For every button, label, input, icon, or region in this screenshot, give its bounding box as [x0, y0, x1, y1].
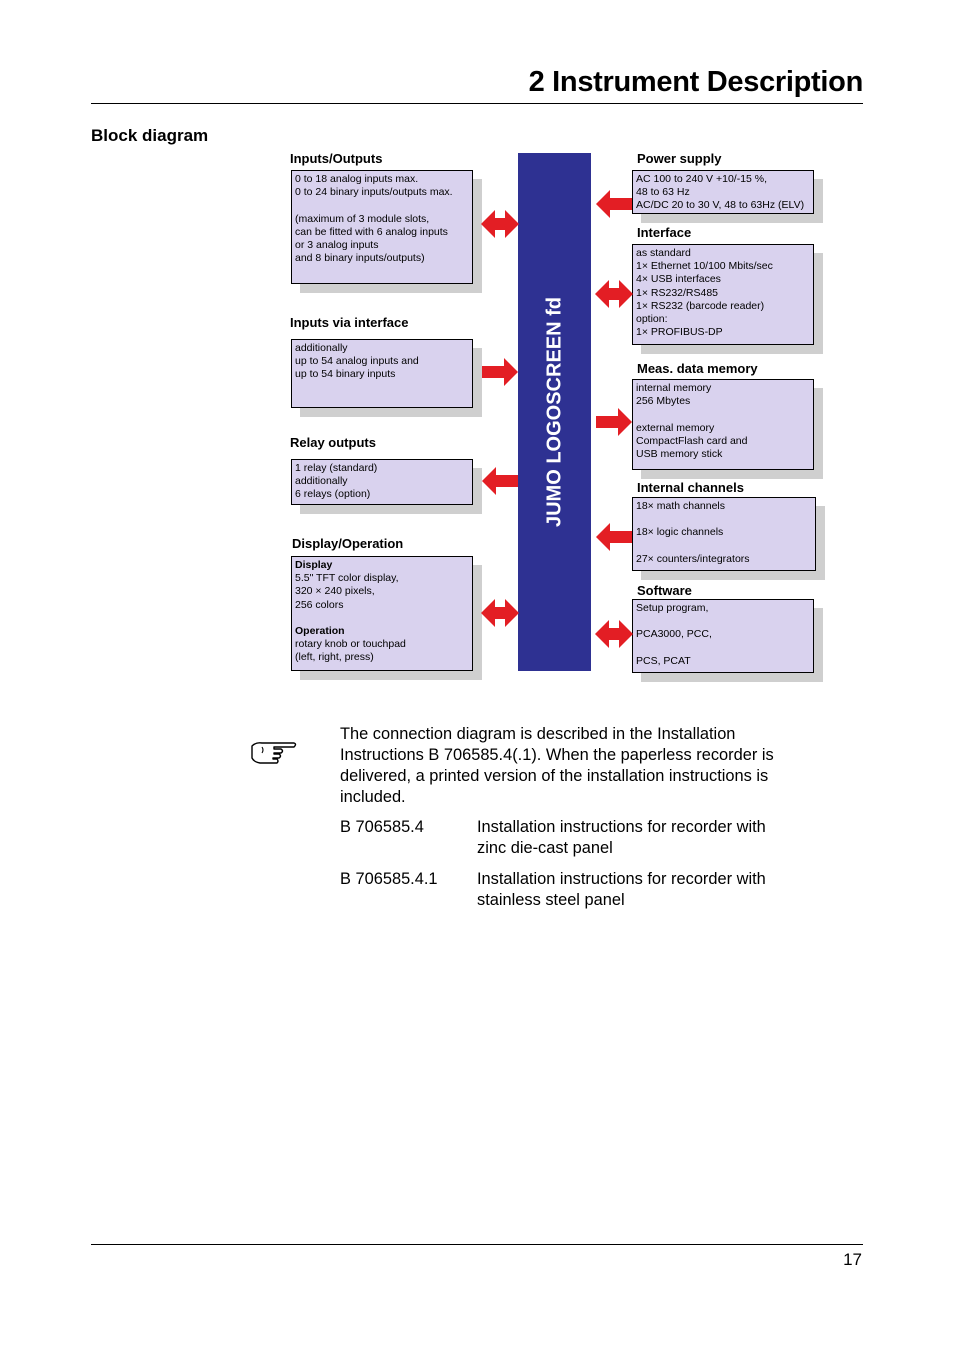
box-line: 18× math channels	[636, 500, 726, 512]
box-line: 1 relay (standard)	[295, 462, 378, 474]
note-text: The connection diagram is described in the Installation Instructions B 706585.4(.1). When the paperless recorder is delivered, a printed version of the installation instructions is included.	[340, 725, 774, 806]
box-line: additionally	[295, 342, 348, 354]
display-operation-arrow	[481, 599, 519, 627]
box-line: 5.5" TFT color display,	[295, 572, 399, 585]
box-line: can be fitted with 6 analog inputs	[295, 225, 448, 238]
power-supply-label: Power supply	[637, 151, 722, 166]
box-line: (left, right, press)	[295, 651, 374, 664]
box-line: and 8 binary inputs/outputs)	[295, 252, 425, 265]
box-line: 1× RS232 (barcode reader)	[636, 299, 765, 312]
box-line: USB memory stick	[636, 448, 723, 460]
box-line: or 3 analog inputs	[295, 239, 379, 251]
data-memory-arrow	[596, 408, 632, 436]
display-operation-label: Display/Operation	[292, 536, 404, 551]
box-line: 48 to 63 Hz	[636, 186, 690, 199]
box-line: AC 100 to 240 V +10/-15 %,	[636, 173, 768, 185]
inputs-interface-arrow	[482, 358, 518, 386]
box-line: 6 relays (option)	[295, 488, 371, 501]
interface-label: Interface	[637, 225, 692, 240]
power-supply-arrow	[596, 190, 632, 218]
software-arrow	[595, 620, 633, 648]
box-line: CompactFlash card and	[636, 434, 748, 447]
box-line: 1× Ethernet 10/100 Mbits/sec	[636, 260, 773, 273]
ref-code: B 706585.4	[340, 818, 424, 836]
box-line: Display	[295, 559, 333, 571]
box-line: 27× counters/integrators	[636, 552, 750, 565]
pointing-hand-icon	[250, 738, 298, 771]
relay-outputs-label: Relay outputs	[290, 435, 376, 450]
box-line: additionally	[295, 475, 348, 488]
internal-channels-arrow	[596, 523, 632, 551]
box-line: 1× PROFIBUS-DP	[636, 326, 723, 339]
page-number: 17	[843, 1250, 862, 1269]
box-line: internal memory	[636, 382, 712, 394]
ref-code: B 706585.4.1	[340, 870, 438, 888]
device-name: JUMO LOGOSCREEN fd	[543, 296, 565, 528]
inputs-outputs-arrow	[481, 210, 519, 238]
box-line: AC/DC 20 to 30 V, 48 to 63Hz (ELV)	[636, 199, 805, 212]
box-line: 1× RS232/RS485	[636, 286, 719, 299]
box-line: Setup program,	[636, 602, 709, 614]
ref-desc: Installation instructions for recorder with zinc die-cast panel	[477, 818, 766, 857]
meas-data-memory-label: Meas. data memory	[637, 361, 758, 376]
interface-arrow	[595, 280, 633, 308]
box-line: 320 × 240 pixels,	[295, 585, 375, 598]
box-line: option:	[636, 313, 668, 326]
box-line: (maximum of 3 module slots,	[295, 212, 430, 225]
box-line: Operation	[295, 625, 345, 637]
box-line: up to 54 analog inputs and	[295, 355, 419, 368]
inputs-outputs-label: Inputs/Outputs	[290, 151, 383, 166]
box-line: 0 to 24 binary inputs/outputs max.	[295, 186, 453, 199]
box-line: 256 Mbytes	[636, 395, 691, 408]
internal-channels-label: Internal channels	[637, 480, 744, 495]
box-line: as standard	[636, 247, 691, 259]
ref-desc: Installation instructions for recorder with stainless steel panel	[477, 870, 766, 909]
box-line: 18× logic channels	[636, 526, 724, 539]
box-line: PCS, PCAT	[636, 654, 691, 667]
relay-outputs-arrow	[482, 467, 518, 495]
footer-rule	[91, 1244, 863, 1245]
box-line: external memory	[636, 421, 715, 434]
section-title: Block diagram	[91, 126, 209, 145]
box-line: 4× USB interfaces	[636, 273, 721, 286]
inputs-via-interface-label: Inputs via interface	[290, 315, 409, 330]
box-line: rotary knob or touchpad	[295, 638, 406, 651]
software-label: Software	[637, 583, 692, 598]
box-line: 256 colors	[295, 598, 344, 611]
box-line: up to 54 binary inputs	[295, 368, 396, 381]
page-title: 2 Instrument Description	[528, 66, 863, 98]
box-line: PCA3000, PCC,	[636, 628, 712, 641]
box-line: 0 to 18 analog inputs max.	[295, 173, 419, 185]
